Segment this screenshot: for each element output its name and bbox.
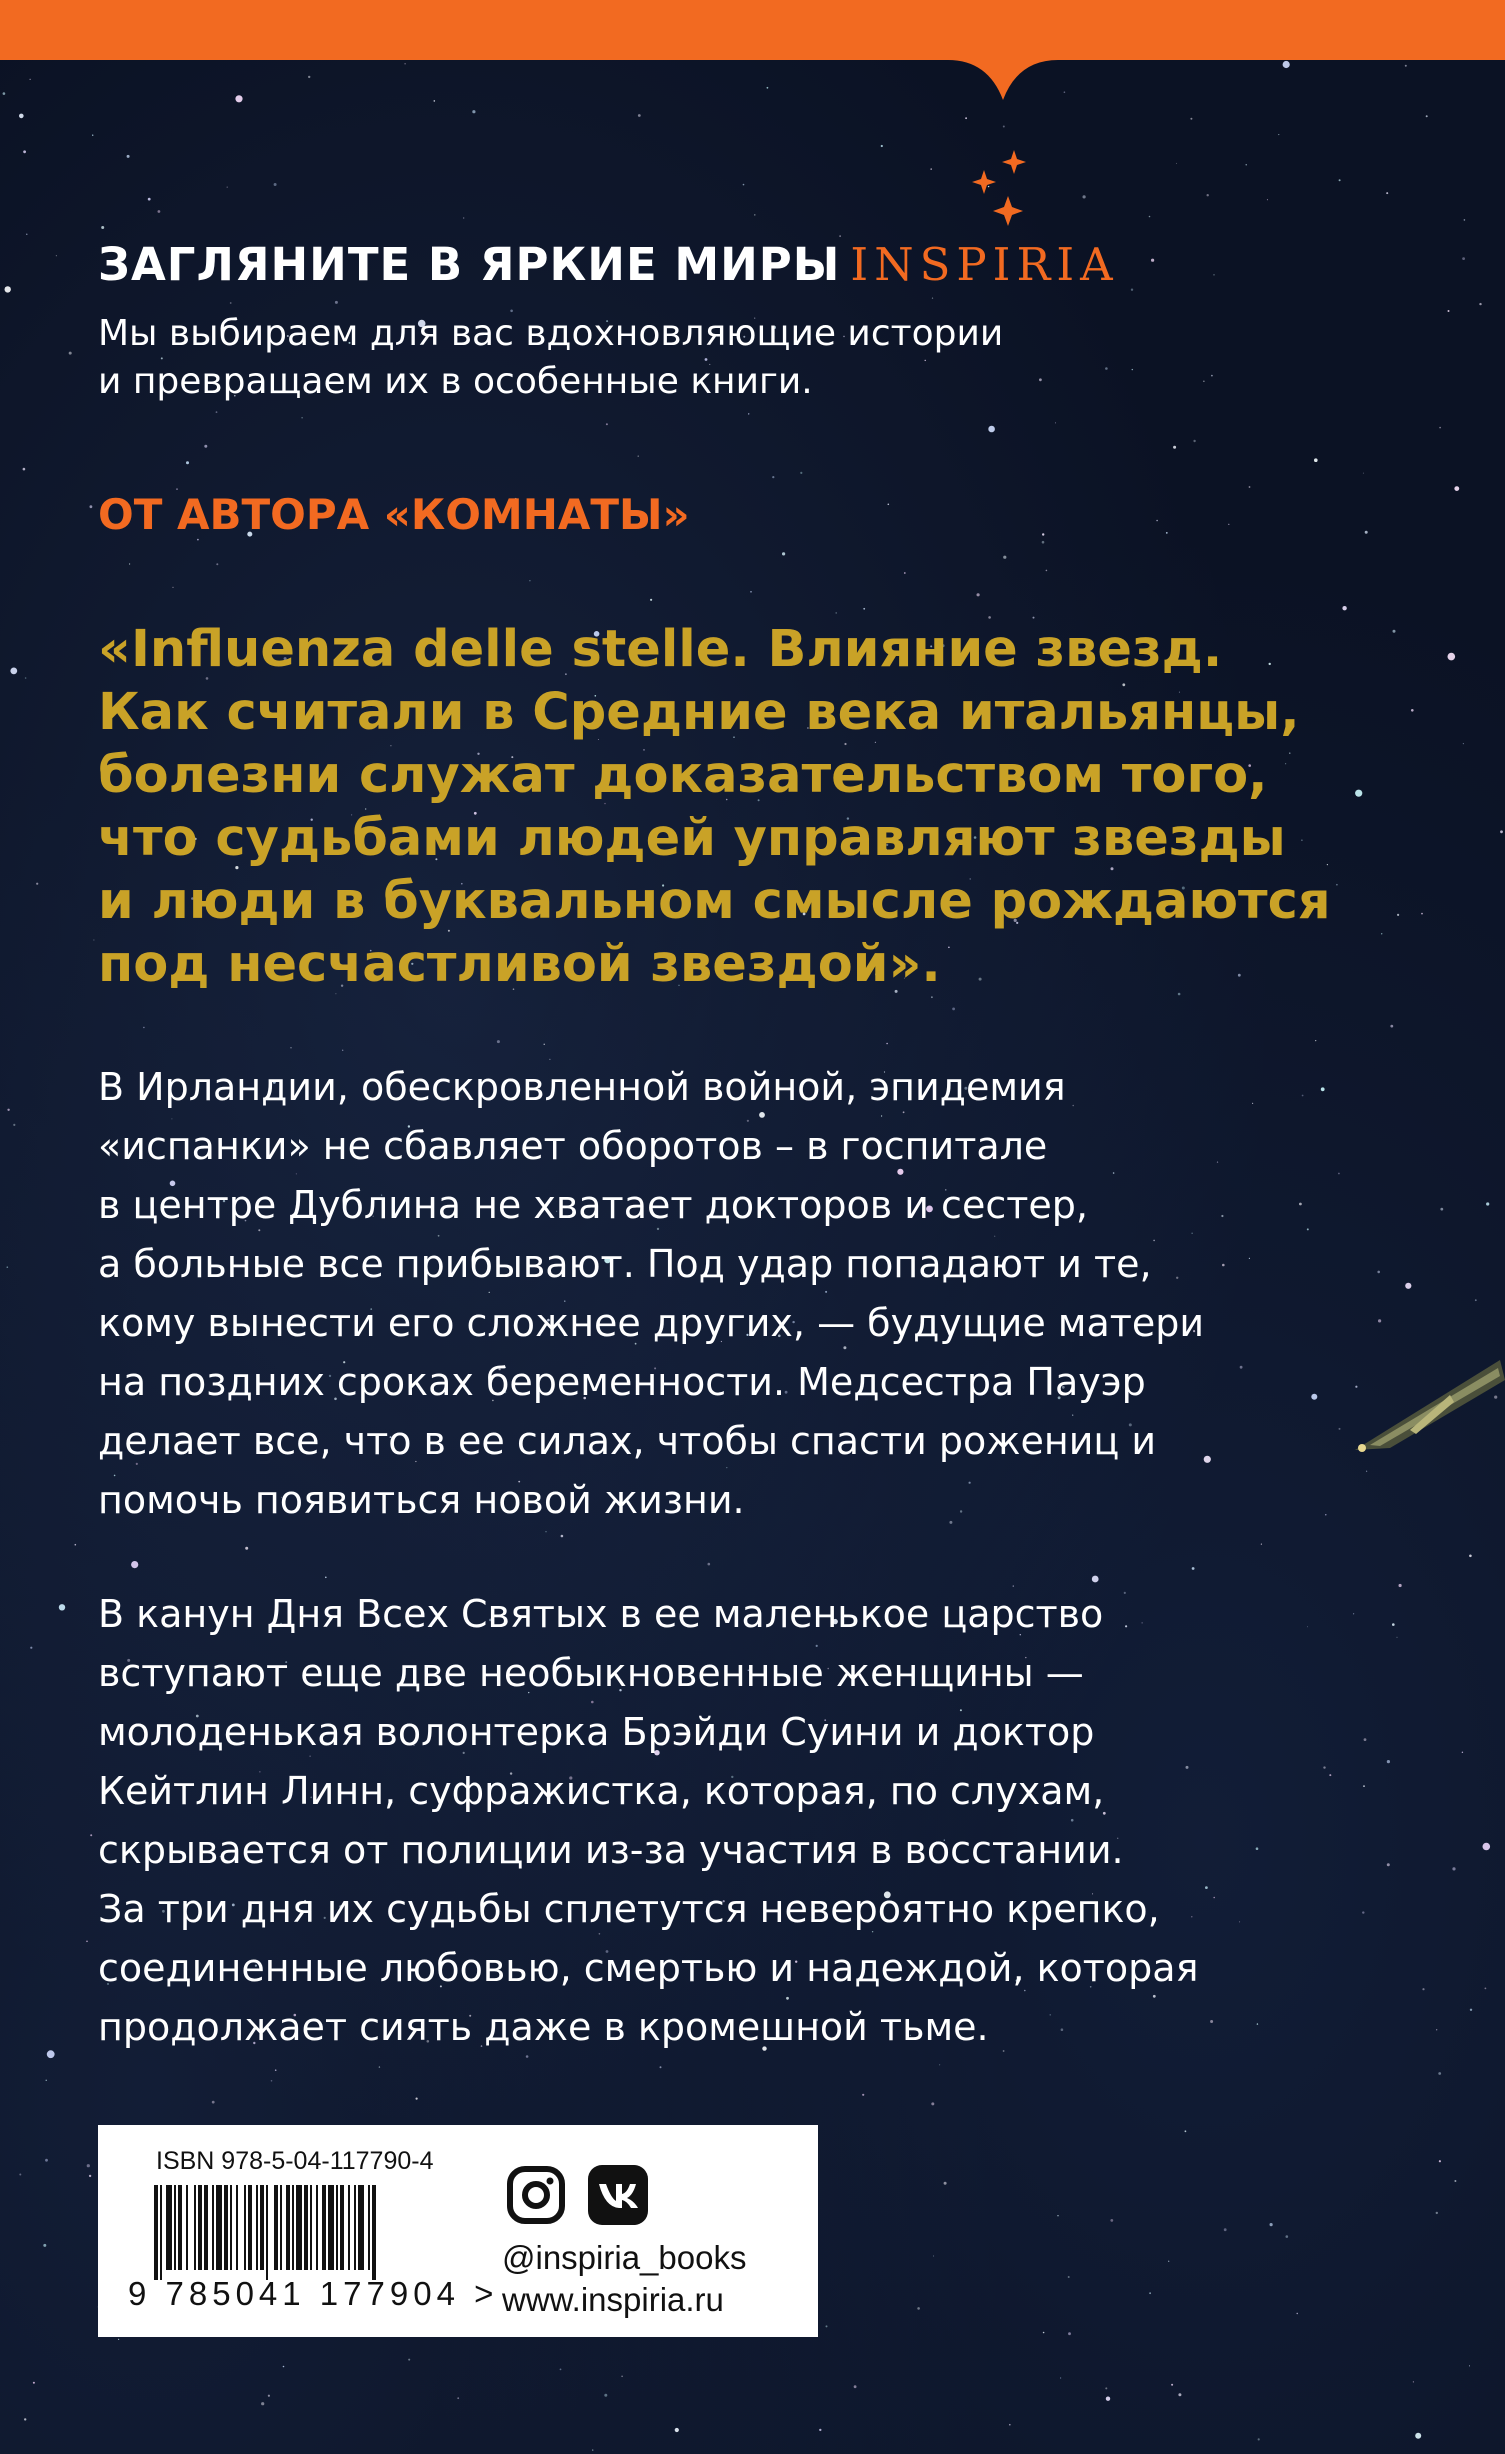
star <box>839 235 840 236</box>
star <box>1452 1867 1455 1870</box>
star <box>1261 1544 1262 1545</box>
star <box>1131 289 1133 291</box>
star <box>7 1266 9 1268</box>
barcode-bar <box>336 2185 338 2270</box>
star <box>1470 2009 1472 2011</box>
barcode-bar <box>204 2185 208 2270</box>
star <box>1415 2433 1421 2439</box>
star <box>1462 257 1465 260</box>
star <box>148 198 151 201</box>
paragraph-line: продолжает сиять даже в кромешной тьме. <box>98 2005 989 2049</box>
star <box>204 445 207 448</box>
star <box>1454 2180 1456 2182</box>
star <box>379 2066 380 2067</box>
star <box>1405 65 1407 67</box>
star <box>1042 533 1044 535</box>
isbn-number: ISBN 978-5-04-117790-4 <box>156 2147 434 2175</box>
star <box>497 1040 500 1043</box>
star <box>988 426 995 433</box>
star <box>1246 164 1247 165</box>
star <box>1211 375 1213 377</box>
barcode-bar <box>224 2185 228 2270</box>
star <box>1185 2130 1187 2132</box>
star <box>283 2366 285 2368</box>
paragraph-line: Кейтлин Линн, суфражистка, которая, по слухам, <box>98 1769 1105 1813</box>
star <box>1003 556 1006 559</box>
star <box>1483 1843 1491 1851</box>
star <box>888 504 890 506</box>
star <box>750 591 752 593</box>
star <box>1462 1752 1463 1753</box>
quote-line: что судьбами людей управляют звезды <box>98 809 1286 868</box>
star <box>1042 541 1045 544</box>
star <box>89 2175 91 2177</box>
barcode-image <box>154 2185 454 2280</box>
paragraph-line: кому вынести его сложнее других, — будущие матери <box>98 1301 1205 1345</box>
star <box>1342 606 1346 610</box>
star <box>92 135 93 136</box>
top-orange-band <box>0 0 1505 60</box>
star <box>87 2164 90 2167</box>
star <box>1386 192 1388 194</box>
star <box>1286 2235 1289 2238</box>
star <box>1339 179 1341 181</box>
star <box>1105 2387 1107 2389</box>
star <box>772 476 774 478</box>
star <box>1228 524 1229 525</box>
barcode-bar <box>310 2185 312 2270</box>
barcode-bar <box>248 2185 252 2270</box>
barcode-bar <box>286 2185 290 2270</box>
paragraph-line: За три дня их судьбы сплетутся невероятно крепко, <box>98 1887 1160 1931</box>
star <box>1156 520 1158 522</box>
pull-quote <box>98 618 1428 996</box>
star <box>1267 199 1268 200</box>
star <box>268 2395 270 2397</box>
star <box>30 1647 32 1649</box>
star <box>118 2339 119 2340</box>
star <box>650 599 652 601</box>
star <box>235 95 242 102</box>
star <box>25 677 27 679</box>
star <box>1454 486 1459 491</box>
star <box>1068 2332 1071 2335</box>
star <box>1439 427 1441 429</box>
star <box>434 100 436 102</box>
star <box>56 255 57 256</box>
star <box>1064 91 1066 93</box>
star <box>274 183 277 186</box>
from-author-heading: ОТ АВТОРА «КОМНАТЫ» <box>98 490 690 539</box>
barcode-bar <box>178 2185 182 2270</box>
star <box>952 1008 955 1011</box>
star <box>748 413 749 414</box>
star <box>1463 743 1464 744</box>
star <box>1176 163 1177 164</box>
quote-line: «Influenza delle stelle. Влияние звезд. <box>98 620 1223 679</box>
paragraph-line: скрывается от полиции из-за участия в восстании. <box>98 1828 1124 1872</box>
star <box>463 217 464 218</box>
star <box>1173 446 1176 449</box>
star <box>308 76 310 78</box>
star <box>127 155 130 158</box>
star <box>26 234 27 235</box>
paragraph-line: вступают еще две необыкновенные женщины — <box>98 1651 1084 1695</box>
star <box>638 114 641 117</box>
star <box>19 2174 21 2176</box>
star <box>917 2307 920 2310</box>
star <box>930 168 932 170</box>
star <box>931 2102 934 2105</box>
star <box>1258 2438 1260 2440</box>
star <box>1479 303 1481 305</box>
star <box>101 226 104 229</box>
star <box>1436 2212 1438 2214</box>
star <box>1390 1025 1393 1028</box>
star <box>1469 2365 1470 2366</box>
barcode-bar <box>154 2185 158 2280</box>
barcode-bar <box>160 2185 162 2280</box>
star <box>1365 531 1368 534</box>
star <box>172 587 173 588</box>
star <box>23 468 26 471</box>
paragraph-line: В Ирландии, обескровленной войной, эпидемия <box>98 1065 1066 1109</box>
star <box>826 2325 828 2327</box>
star <box>1426 115 1428 117</box>
barcode-bar <box>372 2185 376 2280</box>
barcode-bar <box>304 2185 308 2270</box>
star <box>90 505 93 508</box>
barcode-bar <box>340 2185 344 2270</box>
star <box>675 2428 679 2432</box>
star <box>743 184 745 186</box>
barcode-bar <box>348 2185 350 2270</box>
description-paragraph-2 <box>98 1585 1398 2057</box>
barcode-bar <box>212 2185 214 2270</box>
star <box>886 1043 888 1045</box>
barcode-bar <box>368 2185 370 2270</box>
star <box>1009 2424 1011 2426</box>
star <box>1448 653 1456 661</box>
barcode-bar <box>174 2185 176 2270</box>
star <box>457 2397 459 2399</box>
star <box>1178 2393 1181 2396</box>
star <box>7 1109 9 1111</box>
barcode-bar <box>292 2185 294 2270</box>
star <box>1486 1202 1489 1205</box>
star <box>939 2064 940 2065</box>
star <box>1068 2276 1070 2278</box>
star <box>1192 1567 1195 1570</box>
star <box>621 2376 623 2378</box>
brand-name: INSPIRIA <box>850 238 1119 291</box>
star <box>43 2244 46 2247</box>
star <box>24 2418 26 2420</box>
star <box>1315 1040 1316 1041</box>
star <box>1214 274 1215 275</box>
tagline <box>98 238 1119 291</box>
paragraph-line: помочь появиться новой жизни. <box>98 1478 745 1522</box>
star <box>86 1941 88 1943</box>
star <box>800 472 802 474</box>
star <box>863 608 865 610</box>
star <box>230 302 232 304</box>
star <box>1055 422 1056 423</box>
star <box>404 63 405 64</box>
star <box>1190 118 1192 120</box>
barcode-bar <box>296 2185 302 2270</box>
paragraph-line: а больные все прибывают. Под удар попадают и те, <box>98 1242 1152 1286</box>
quote-line: Как считали в Средние века итальянцы, <box>98 683 1300 742</box>
star <box>754 214 755 215</box>
paragraph-line: соединенные любовью, смертью и надеждой, которая <box>98 1946 1199 1990</box>
star <box>1363 473 1364 474</box>
star <box>1422 1988 1424 1990</box>
quote-line: болезни служат доказательством того, <box>98 746 1268 805</box>
barcode-bar <box>186 2185 188 2270</box>
isbn-panel <box>98 2125 818 2337</box>
barcode-bar <box>198 2185 202 2270</box>
star <box>245 1547 248 1550</box>
star <box>1057 2215 1058 2216</box>
star <box>529 580 530 581</box>
paragraph-line: в центре Дублина не хватает докторов и сестер, <box>98 1183 1088 1227</box>
tagline-text: ЗАГЛЯНИТЕ В ЯРКИЕ МИРЫ <box>98 238 841 291</box>
star <box>19 114 24 119</box>
star <box>1469 1555 1472 1558</box>
star <box>604 2394 607 2397</box>
barcode-bar <box>328 2185 334 2270</box>
barcode-bar <box>236 2185 238 2270</box>
star <box>1436 2029 1437 2030</box>
star <box>416 2098 418 2100</box>
star <box>1083 195 1086 198</box>
barcode-bar <box>166 2185 172 2270</box>
star <box>1171 2384 1173 2386</box>
star <box>93 940 94 941</box>
barcode-bar <box>260 2185 264 2270</box>
star <box>290 1047 291 1048</box>
star <box>1092 1576 1099 1583</box>
star <box>977 593 980 596</box>
star <box>1168 2261 1169 2262</box>
star <box>1203 381 1204 382</box>
star <box>325 1577 327 1579</box>
barcode-bar <box>274 2185 278 2270</box>
star <box>75 1544 77 1546</box>
star <box>782 552 785 555</box>
star <box>933 2256 934 2257</box>
intro-line: и превращаем их в особенные книги. <box>98 361 813 402</box>
star <box>1043 2332 1045 2334</box>
star <box>592 2449 593 2450</box>
star <box>10 668 17 675</box>
star <box>1149 2292 1151 2294</box>
star <box>854 2385 857 2388</box>
star <box>1399 1584 1402 1587</box>
star <box>965 117 967 119</box>
barcode-bar <box>280 2185 282 2270</box>
barcode-bar <box>322 2185 326 2270</box>
star <box>1003 126 1005 128</box>
star <box>69 352 72 355</box>
star <box>1149 216 1151 218</box>
star <box>1278 134 1279 135</box>
star <box>212 2101 215 2104</box>
star <box>131 1561 138 1568</box>
barcode-bar <box>316 2185 318 2270</box>
star <box>275 2069 277 2071</box>
paragraph-line: В канун Дня Всех Святых в ее маленькое царство <box>98 1592 1104 1636</box>
barcode-bar <box>256 2185 258 2270</box>
star <box>90 1834 92 1836</box>
instagram-icon[interactable] <box>506 2165 566 2225</box>
description-paragraph-1 <box>98 1058 1398 1530</box>
star <box>1440 1208 1443 1211</box>
star <box>261 2402 264 2405</box>
star <box>931 996 933 998</box>
star <box>932 298 933 299</box>
paragraph-line: «испанки» не сбавляет оборотов – в госпитале <box>98 1124 1048 1168</box>
star <box>1060 2377 1061 2378</box>
star <box>904 572 906 574</box>
quote-line: и люди в буквальном смысле рождаются <box>98 872 1331 931</box>
star <box>1151 259 1154 262</box>
star <box>59 1604 65 1610</box>
star <box>1439 2160 1441 2162</box>
star <box>1500 830 1503 833</box>
star <box>708 1563 711 1566</box>
star <box>819 2429 821 2431</box>
barcode-bar <box>230 2185 232 2270</box>
star <box>1046 570 1048 572</box>
star <box>301 417 302 418</box>
star <box>271 2080 273 2082</box>
barcode-digits: 9 785041 177904 > <box>128 2275 499 2312</box>
star <box>13 1124 15 1126</box>
star <box>23 150 26 153</box>
barcode-bar <box>358 2185 364 2270</box>
star <box>158 210 161 213</box>
barcode-bar <box>266 2185 268 2280</box>
star <box>767 87 769 89</box>
star <box>335 301 338 304</box>
barcode-bar <box>216 2185 222 2270</box>
star <box>1249 486 1251 488</box>
vk-icon[interactable] <box>588 2165 648 2225</box>
star <box>1464 219 1466 221</box>
star <box>881 145 883 147</box>
star <box>1297 2313 1298 2314</box>
star <box>45 2159 48 2162</box>
star <box>30 79 31 80</box>
star <box>408 2359 410 2361</box>
spaceship-illustration <box>1350 1350 1505 1460</box>
star <box>1193 440 1195 442</box>
star <box>1448 310 1450 312</box>
paragraph-line: делает все, что в ее силах, чтобы спасти рожениц и <box>98 1419 1157 1463</box>
star <box>143 1027 144 1028</box>
barcode-bar <box>354 2185 356 2270</box>
star <box>862 2094 864 2096</box>
star <box>342 1050 343 1051</box>
star <box>1166 532 1168 534</box>
star <box>227 187 228 188</box>
sparkle-stars-icon <box>968 150 1038 230</box>
star <box>36 883 38 885</box>
star <box>216 411 218 413</box>
star <box>1110 2219 1113 2222</box>
star <box>186 461 189 464</box>
intro-text <box>98 310 1198 406</box>
star <box>545 1531 546 1532</box>
star <box>560 2369 562 2371</box>
star <box>46 2080 47 2081</box>
star <box>835 612 837 614</box>
star <box>129 563 130 564</box>
star <box>1283 61 1290 68</box>
star <box>660 2066 662 2068</box>
star <box>472 110 475 113</box>
star <box>216 563 218 565</box>
star <box>5 286 11 292</box>
star <box>1224 2228 1227 2231</box>
star <box>47 2050 55 2058</box>
star <box>638 456 639 457</box>
website-link[interactable]: www.inspiria.ru <box>502 2281 724 2318</box>
paragraph-line: молоденькая волонтерка Брэйди Суини и доктор <box>98 1710 1095 1754</box>
quote-line: под несчастливой звездой». <box>98 935 941 994</box>
star <box>1207 194 1209 196</box>
star <box>544 1044 545 1045</box>
star <box>3 92 6 95</box>
barcode-bar <box>244 2185 246 2270</box>
star <box>1438 2072 1441 2075</box>
star <box>1106 2397 1110 2401</box>
star <box>1314 458 1318 462</box>
barcode-bar <box>194 2185 196 2270</box>
intro-line: Мы выбираем для вас вдохновляющие истории <box>98 313 1004 354</box>
star <box>606 423 608 425</box>
star <box>1413 2381 1414 2382</box>
star <box>1475 1299 1477 1301</box>
star <box>1485 1988 1487 1990</box>
social-handle[interactable]: @inspiria_books <box>502 2239 747 2276</box>
star <box>1405 1283 1411 1289</box>
star <box>1270 2223 1273 2226</box>
star <box>561 1535 564 1538</box>
star <box>33 2382 35 2384</box>
band-notch-shape <box>948 55 1058 115</box>
paragraph-line: на поздних сроках беременности. Медсестра Пауэр <box>98 1360 1146 1404</box>
star <box>944 2182 947 2185</box>
